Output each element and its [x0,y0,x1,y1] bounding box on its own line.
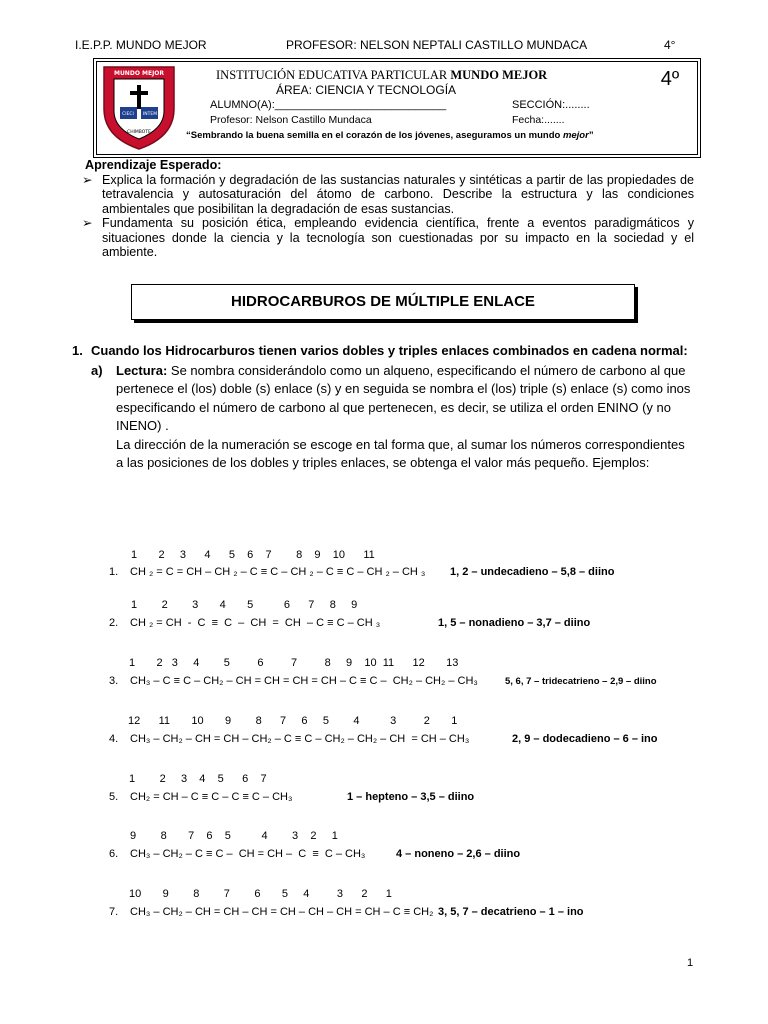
logo-right-text: INTEM [142,112,158,117]
page-number: 1 [687,957,694,969]
question-text: Cuando los Hidrocarburos tienen varios dobles y triples enlaces combinados en cadena normal: [91,343,688,358]
motto-end: ” [588,130,594,141]
reading-title: Lectura: [116,362,168,378]
example-positions: 1 2 3 4 5 6 7 8 9 10 11 [131,549,375,561]
example-number: 2. [109,617,119,629]
example-answer: 4 – noneno – 2,6 – diino [396,848,521,860]
example-formula: CH₃ – C ≡ C – CH₂ – CH = CH = CH = CH – C ≡ C – CH₂ – CH₂ – CH₃ [130,675,478,687]
arrow-bullet-icon: ➢ [82,172,93,187]
question-number: 1. [72,343,83,358]
motto-main: “Sembrando la buena semilla en el corazón de los jóvenes, aseguramos un mundo [186,130,563,141]
sub-label: a) [91,362,103,378]
example-number: 7. [109,906,119,918]
example-positions: 1 2 3 4 5 6 7 8 9 [131,599,358,611]
professor-name: Profesor: Nelson Castillo Mundaca [210,114,372,126]
section-title: HIDROCARBUROS DE MÚLTIPLE ENLACE [131,284,635,320]
example-answer: 3, 5, 7 – decatrieno – 1 – ino [438,906,584,918]
logo-top-text: MUNDO MEJOR [113,70,165,77]
learning-bullet-text: Fundamenta su posición ética, empleando evidencia científica, frente a eventos paradigmáticos y situaciones donde la ciencia y la tecnología son cuestionadas por su impacto en la sociedad y el ambiente. [102,216,694,259]
example-positions: 10 9 8 7 6 5 4 3 2 1 [129,888,392,900]
logo-left-text: CIECI [122,112,134,117]
example-answer: 1, 2 – undecadieno – 5,8 – diino [450,566,615,578]
grade-box: 4º [660,68,680,90]
example-number: 6. [109,848,119,860]
logo-bottom-text: CHIMBOTE [127,130,151,135]
example-positions: 1 2 3 4 5 6 7 8 9 10 11 12 13 [129,657,459,669]
example-answer: 1, 5 – nonadieno – 3,7 – diino [438,617,591,629]
example-positions: 1 2 3 4 5 6 7 [129,773,267,785]
example-answer: 2, 9 – dodecadieno – 6 – ino [512,733,658,745]
example-formula: CH ₂ = CH - C ≡ C – CH = CH – C ≡ C – CH ₃ [130,617,381,629]
example-formula: CH ₂ = C = CH – CH ₂ – C ≡ C – CH ₂ – C ≡ C – CH ₂ – CH ₃ [130,566,426,578]
example-positions: 12 11 10 9 8 7 6 5 4 3 2 1 [128,715,458,727]
example-answer: 5, 6, 7 – tridecatrieno – 2,9 – diino [505,676,657,687]
reading-text: Se nombra considerándolo como un alqueno, especificando el número de carbono al que pertenece el (los) doble (s) enlace (s) y en seguida se nombra el (los) triple (s) enlace (s) como inos especificando el número de carbono al que pertenecen, es decir, se utiliza el orden ENINO (y no INENO) . [116,362,691,433]
running-header-grade: 4° [664,38,676,52]
running-header-school: I.E.P.P. MUNDO MEJOR [75,38,207,52]
institution-name: MUNDO MEJOR [450,68,548,82]
example-number: 3. [109,675,119,687]
date-field: Fecha:....... [512,114,565,126]
example-answer: 1 – hepteno – 3,5 – diino [347,791,475,803]
learning-bullet-text: Explica la formación y degradación de las sustancias naturales y sintéticas a partir de las propiedades de tetravalencia y autosaturación del átomo de carbono. Describe la estructura y las condiciones ambientales que posibilitan la degradación de esas sustancias. [102,172,694,216]
direction-paragraph: La dirección de la numeración se escoge en tal forma que, al sumar los números correspondientes a las posiciones de los dobles y triples enlaces, se obtenga el valor más pequeño. Ejemplos: [116,436,685,470]
example-formula: CH₂ = CH – C ≡ C – C ≡ C – CH₃ [130,791,293,803]
example-formula: CH₃ – CH₂ – C ≡ C – CH = CH – C ≡ C – CH₃ [130,848,366,860]
example-number: 5. [109,791,119,803]
example-number: 1. [109,566,119,578]
example-positions: 9 8 7 6 5 4 3 2 1 [130,830,338,842]
institution-prefix: INSTITUCIÓN EDUCATIVA PARTICULAR [216,68,448,82]
running-header-teacher: PROFESOR: NELSON NEPTALI CASTILLO MUNDACA [286,38,588,52]
arrow-bullet-icon: ➢ [82,216,93,230]
example-formula: CH₃ – CH₂ – CH = CH – CH = CH – CH – CH = CH – C ≡ CH₂ [130,906,434,918]
example-number: 4. [109,733,119,745]
section-field: SECCIÓN:........ [512,99,590,111]
example-formula: CH₃ – CH₂ – CH = CH – CH₂ – C ≡ C – CH₂ – CH₂ – CH = CH – CH₃ [130,733,470,745]
area-label: ÁREA: CIENCIA Y TECNOLOGÍA [276,83,457,97]
learning-title: Aprendizaje Esperado: [85,158,222,172]
student-field: ALUMNO(A):____________________________ [210,99,447,111]
motto-emphasis: mejor [562,130,589,141]
